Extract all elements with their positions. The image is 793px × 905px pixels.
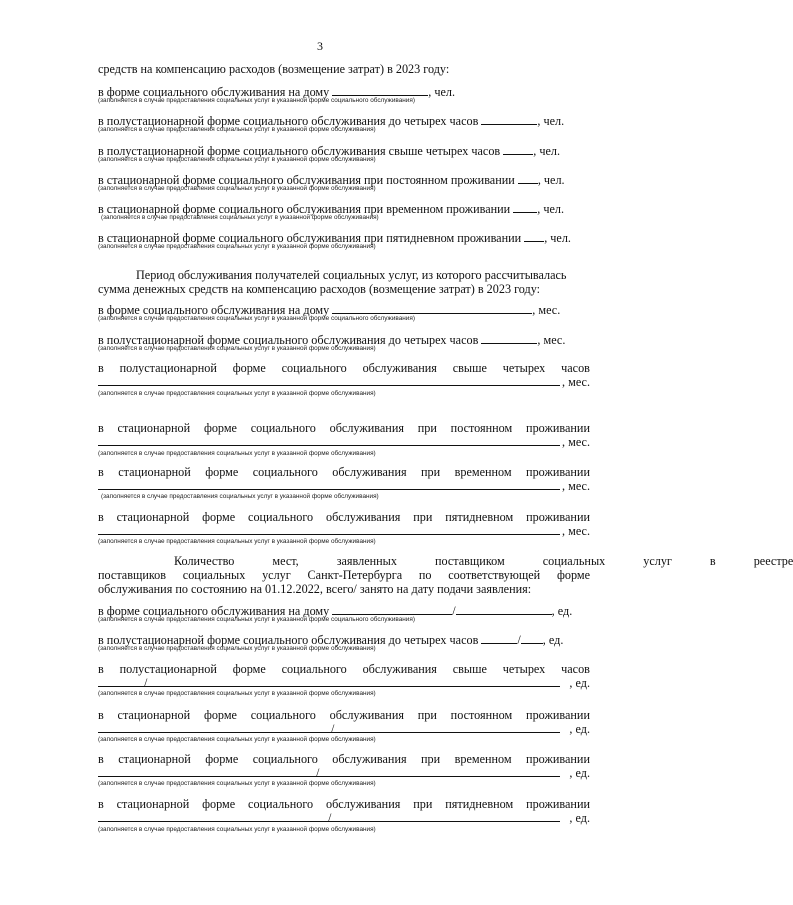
word: социального [250,421,316,435]
word: четырех [502,662,546,676]
word: социального [281,361,347,375]
word: социальных [542,554,606,568]
funds-stat-temporary-blank[interactable] [513,201,537,213]
period-stat-permanent-line[interactable]: , мес. [98,435,590,449]
word: обслуживания [362,361,437,375]
period-stat-temporary-note: (заполняется в случае предоставления социальных услуг в указанной форме обслуживания) [101,493,379,500]
word: форме [232,662,266,676]
funds-stat-fiveday-label: в стационарной форме социального обслуживания при пятидневном проживании [98,231,522,245]
funds-home-blank[interactable] [332,84,428,96]
word: обслуживания [326,510,401,524]
unit-label: ед. [548,633,564,647]
word: услуг [262,568,291,582]
period-semi-under4-label: в полустационарной форме социального обслуживания до четырех часов [98,333,479,347]
places-stat-fiveday-note: (заполняется в случае предоставления социальных услуг в указанной форме обслуживания) [98,826,376,833]
period-para-line2: сумма денежных средств на компенсацию расходов (возмещение затрат) в 2023 году: [98,282,541,296]
period-semi-under4-note: (заполняется в случае предоставления социальных услуг в указанной форме обслуживания) [98,345,376,352]
word: при [421,465,441,479]
word: четырех [502,361,546,375]
word: по [418,568,432,582]
places-home-label: в форме социального обслуживания на дому [98,604,330,618]
period-home-blank[interactable] [332,302,532,314]
word: в [98,361,104,375]
word: соответствующей [448,568,541,582]
period-semi-over4-row [98,361,590,375]
word: в [98,752,104,766]
word: при [421,752,441,766]
unit-label: мес. [538,303,561,317]
places-semi-under4-row: в полустационарной форме социального обслуживания до четырех часов / , ед. [98,633,564,647]
word: проживании [526,752,590,766]
word: временном [454,465,512,479]
funds-semi-under4-note: (заполняется в случае предоставления социальных услуг в указанной форме обслуживания) [98,126,376,133]
unit-label: мес. [568,524,590,538]
unit-label: чел. [550,231,571,245]
places-stat-permanent-line[interactable]: / , ед. [98,722,590,736]
word: пятидневном [445,510,514,524]
places-semi-under4-blank-total[interactable] [481,632,517,644]
word: постоянном [450,421,513,435]
word: социального [252,465,318,479]
unit-label: ед. [575,811,590,825]
places-semi-under4-note: (заполняется в случае предоставления социальных услуг в указанной форме обслуживания) [98,645,376,652]
places-home-blank-total[interactable] [332,603,452,615]
funds-stat-temporary-row: в стационарной форме социального обслуживания при временном проживании , чел. [98,202,564,216]
word: стационарной [117,708,191,722]
slash: / [144,676,148,690]
word: форме [202,510,236,524]
word: форме [202,797,236,811]
word: полустационарной [119,361,217,375]
word: форме [205,752,239,766]
word: в [98,510,104,524]
slash: / [316,766,320,780]
period-semi-under4-row: в полустационарной форме социального обслуживания до четырех часов , мес. [98,333,566,347]
word: в [98,797,104,811]
funds-stat-fiveday-blank[interactable] [524,230,544,242]
period-stat-fiveday-row [98,510,590,524]
period-home-note: (заполняется в случае предоставления социальных услуг в указанной форме социального обслуживания) [98,315,415,322]
period-semi-over4-line[interactable]: , мес. [98,375,590,389]
places-semi-over4-row [98,662,590,676]
funds-stat-permanent-blank[interactable] [518,172,538,184]
unit-label: чел. [543,114,565,128]
word: часов [561,662,590,676]
funds-semi-over4-row: в полустационарной форме социального обслуживания свыше четырех часов , чел. [98,144,560,158]
places-home-row: в форме социального обслуживания на дому / , ед. [98,604,573,618]
places-stat-temporary-note: (заполняется в случае предоставления социальных услуг в указанной форме обслуживания) [98,780,376,787]
word: свыше [452,662,487,676]
word: обслуживания [362,662,437,676]
funds-semi-over4-blank[interactable] [503,143,533,155]
funds-home-row: в форме социального обслуживания на дому , чел. [98,85,456,99]
period-home-row: в форме социального обслуживания на дому , мес. [98,303,561,317]
funds-stat-temporary-label: в стационарной форме социального обслуживания при временном проживании [98,202,511,216]
funds-stat-permanent-note: (заполняется в случае предоставления социальных услуг в указанной форме обслуживания) [98,185,376,192]
funds-semi-over4-note: (заполняется в случае предоставления социальных услуг в указанной форме обслуживания) [98,156,376,163]
word: социального [252,752,318,766]
period-stat-permanent-note: (заполняется в случае предоставления социальных услуг в указанной форме обслуживания) [98,450,376,457]
word: временном [454,752,512,766]
word: в [98,708,104,722]
unit-label: ед. [575,766,590,780]
word: мест, [272,554,299,568]
word: социального [248,510,314,524]
word: при [413,510,433,524]
slash: / [328,811,332,825]
places-semi-over4-line[interactable]: / , ед. [98,676,590,690]
word: заявленных [336,554,397,568]
word: социального [248,797,314,811]
word: обслуживания [329,421,404,435]
word: в [98,421,104,435]
word: постоянном [450,708,513,722]
places-semi-under4-blank-occupied[interactable] [521,632,543,644]
unit-label: чел. [434,85,456,99]
intro-line: средств на компенсацию расходов (возмещение затрат) в 2023 году: [98,62,450,76]
unit-label: ед. [557,604,573,618]
word: Санкт-Петербурга [307,568,403,582]
word: проживании [526,797,590,811]
places-stat-permanent-note: (заполняется в случае предоставления социальных услуг в указанной форме обслуживания) [98,736,376,743]
word: форме [203,708,237,722]
word: стационарной [118,752,191,766]
unit-label: чел. [543,202,564,216]
places-stat-fiveday-line[interactable]: / , ед. [98,811,590,825]
word: часов [561,361,590,375]
unit-label: чел. [539,144,560,158]
word: услуг [643,554,672,568]
funds-semi-over4-label: в полустационарной форме социального обслуживания свыше четырех часов [98,144,501,158]
word: обслуживания [326,797,401,811]
period-stat-permanent-row [98,421,590,435]
period-stat-temporary-line[interactable]: , мес. [98,479,590,493]
funds-stat-temporary-note: (заполняется в случае предоставления социальных услуг в указанной форме обслуживания) [101,214,379,221]
period-para-line1: Период обслуживания получателей социальных услуг, из которого рассчитывалась [136,268,567,282]
word: полустационарной [119,662,217,676]
word: социального [250,708,316,722]
funds-semi-under4-label: в полустационарной форме социального обслуживания до четырех часов [98,114,479,128]
funds-home-label: в форме социального обслуживания на дому [98,85,330,99]
word: стационарной [116,510,190,524]
word: проживании [526,421,590,435]
period-semi-over4-note: (заполняется в случае предоставления социальных услуг в указанной форме обслуживания) [98,390,376,397]
period-semi-under4-blank[interactable] [481,332,537,344]
slash: / [452,604,456,618]
word: стационарной [117,421,191,435]
word: проживании [526,708,590,722]
places-semi-over4-note: (заполняется в случае предоставления социальных услуг в указанной форме обслуживания) [98,690,376,697]
unit-label: чел. [543,173,565,187]
word: при [417,421,437,435]
funds-stat-permanent-row: в стационарной форме социального обслуживания при постоянном проживании , чел. [98,173,565,187]
word: проживании [526,510,590,524]
places-stat-permanent-row [98,708,590,722]
funds-semi-under4-blank[interactable] [481,113,537,125]
places-stat-fiveday-row [98,797,590,811]
unit-label: мес. [568,435,590,449]
unit-label: ед. [575,676,590,690]
funds-home-note: (заполняется в случае предоставления социальных услуг в указанной форме социального обслуживания) [98,97,415,104]
funds-stat-permanent-label: в стационарной форме социального обслуживания при постоянном проживании [98,173,515,187]
word: стационарной [116,797,190,811]
word: поставщиков [98,568,167,582]
word: пятидневном [445,797,514,811]
unit-label: мес. [568,375,590,389]
funds-semi-under4-row: в полустационарной форме социального обслуживания до четырех часов , чел. [98,114,565,128]
places-semi-under4-label: в полустационарной форме социального обслуживания до четырех часов [98,633,479,647]
unit-label: мес. [543,333,566,347]
funds-stat-fiveday-note: (заполняется в случае предоставления социальных услуг в указанной форме обслуживания) [98,243,376,250]
word: в [98,465,104,479]
places-home-blank-occupied[interactable] [456,603,552,615]
period-stat-temporary-row [98,465,590,479]
slash: / [331,722,335,736]
word: обслуживания [332,465,407,479]
unit-label: мес. [568,479,590,493]
places-stat-temporary-line[interactable]: / , ед. [98,766,590,780]
word: при [413,797,433,811]
word: обслуживания [332,752,407,766]
word: форме [232,361,266,375]
word: в [709,554,716,568]
page-number: 3 [317,39,323,53]
places-stat-temporary-row [98,752,590,766]
word: поставщиком [434,554,505,568]
word: при [417,708,437,722]
word: обслуживания [329,708,404,722]
word: Количество [174,554,235,568]
places-home-note: (заполняется в случае предоставления социальных услуг в указанной форме социального обслуживания) [98,616,415,623]
word: социальных [182,568,246,582]
funds-stat-fiveday-row: в стационарной форме социального обслуживания при пятидневном проживании , чел. [98,231,571,245]
word: свыше [452,361,487,375]
word: реестре [753,554,793,568]
word: в [98,662,104,676]
word: форме [556,568,590,582]
period-stat-fiveday-note: (заполняется в случае предоставления социальных услуг в указанной форме обслуживания) [98,538,376,545]
word: форме [203,421,237,435]
places-para-line1 [98,554,793,568]
slash: / [517,633,521,647]
period-stat-fiveday-line[interactable]: , мес. [98,524,590,538]
word: проживании [526,465,590,479]
period-home-label: в форме социального обслуживания на дому [98,303,330,317]
unit-label: ед. [575,722,590,736]
word: форме [205,465,239,479]
places-para-line3: обслуживания по состоянию на 01.12.2022, всего/ занято на дату подачи заявления: [98,582,532,596]
word: стационарной [118,465,191,479]
word: социального [281,662,347,676]
places-para-line2 [98,568,590,582]
